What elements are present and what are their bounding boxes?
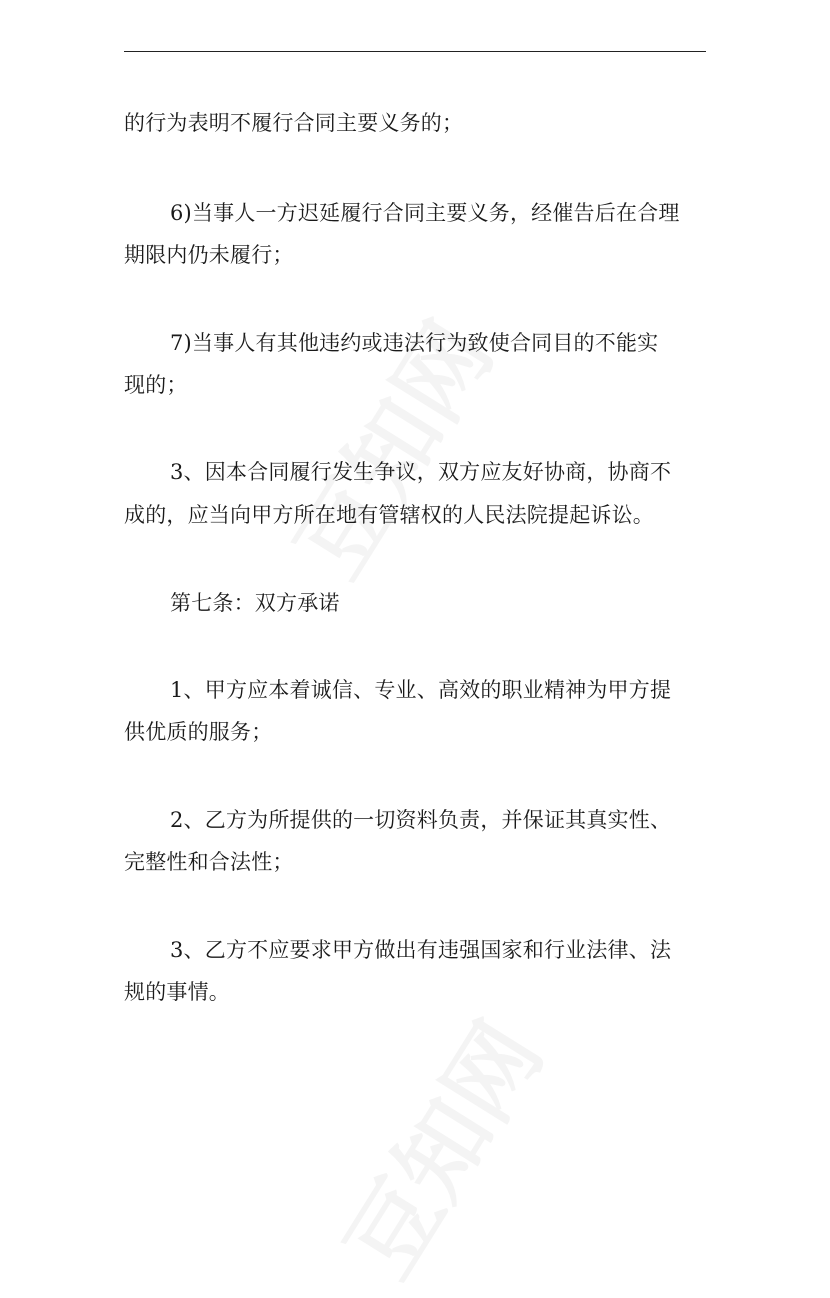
- text-line: 的行为表明不履行合同主要义务的；: [124, 111, 464, 135]
- text-line: 成的，应当向甲方所在地有管辖权的人民法院提起诉讼。: [124, 503, 654, 527]
- text-line: 供优质的服务；: [124, 720, 273, 744]
- text-line: 1、甲方应本着诚信、专业、高效的职业精神为甲方提: [170, 678, 672, 702]
- text-line: 3、乙方不应要求甲方做出有违强国家和行业法律、法: [170, 938, 672, 962]
- section-heading: 第七条：双方承诺: [170, 591, 340, 615]
- text-line: 完整性和合法性；: [124, 850, 294, 874]
- header-rule: [124, 51, 706, 52]
- text-line: 规的事情。: [124, 980, 230, 1004]
- text-line: 现的；: [124, 373, 188, 397]
- text-line: 6)当事人一方迟延履行合同主要义务，经催告后在合理: [170, 201, 680, 225]
- text-line: 期限内仍未履行；: [124, 243, 294, 267]
- text-line: 3、因本合同履行发生争议，双方应友好协商，协商不: [170, 460, 672, 484]
- text-line: 7)当事人有其他违约或违法行为致使合同目的不能实: [170, 331, 659, 355]
- text-line: 2、乙方为所提供的一切资料负责，并保证其真实性、: [170, 808, 672, 832]
- watermark: [309, 994, 567, 1298]
